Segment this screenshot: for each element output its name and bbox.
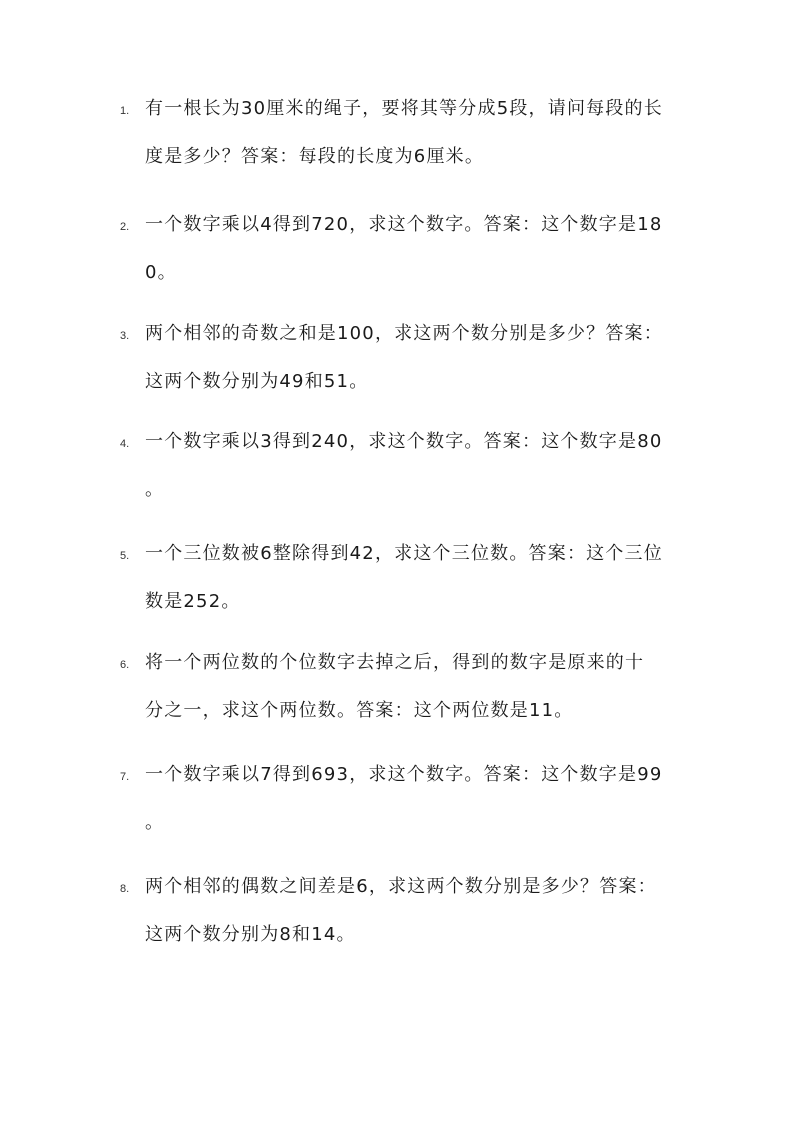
question-text-line-2: 分之一，求这个两位数。答案：这个两位数是11。 [145, 700, 574, 721]
question-number: 3. [120, 330, 130, 342]
question-text-line-2: 这两个数分别为49和51。 [145, 371, 369, 392]
question-text-line-2: 0。 [145, 262, 177, 283]
question-text-line-1: 一个数字乘以4得到720，求这个数字。答案：这个数字是18 [145, 214, 663, 235]
question-text-line-2: 这两个数分别为8和14。 [145, 924, 356, 945]
question-text-line-1: 将一个两位数的个位数字去掉之后，得到的数字是原来的十 [145, 652, 645, 673]
question-number: 7. [120, 771, 130, 783]
question-number: 4. [120, 438, 130, 450]
question-number: 1. [120, 105, 130, 117]
question-text-line-1: 一个三位数被6整除得到42，求这个三位数。答案：这个三位 [145, 543, 663, 564]
question-number: 5. [120, 550, 130, 562]
question-text-line-1: 一个数字乘以7得到693，求这个数字。答案：这个数字是99 [145, 764, 663, 785]
question-text-line-2: 。 [145, 479, 165, 500]
question-number: 2. [120, 221, 130, 233]
question-text-line-1: 一个数字乘以3得到240，求这个数字。答案：这个数字是80 [145, 431, 663, 452]
question-text-line-2: 数是252。 [145, 591, 241, 612]
question-number: 8. [120, 883, 130, 895]
question-text-line-1: 两个相邻的偶数之间差是6，求这两个数分别是多少？答案： [145, 876, 657, 897]
question-text-line-1: 两个相邻的奇数之和是100，求这两个数分别是多少？答案： [145, 323, 663, 344]
question-text-line-1: 有一根长为30厘米的绳子，要将其等分成5段，请问每段的长 [145, 98, 663, 119]
question-text-line-2: 。 [145, 812, 165, 833]
question-text-line-2: 度是多少？答案：每段的长度为6厘米。 [145, 146, 485, 167]
question-number: 6. [120, 659, 130, 671]
